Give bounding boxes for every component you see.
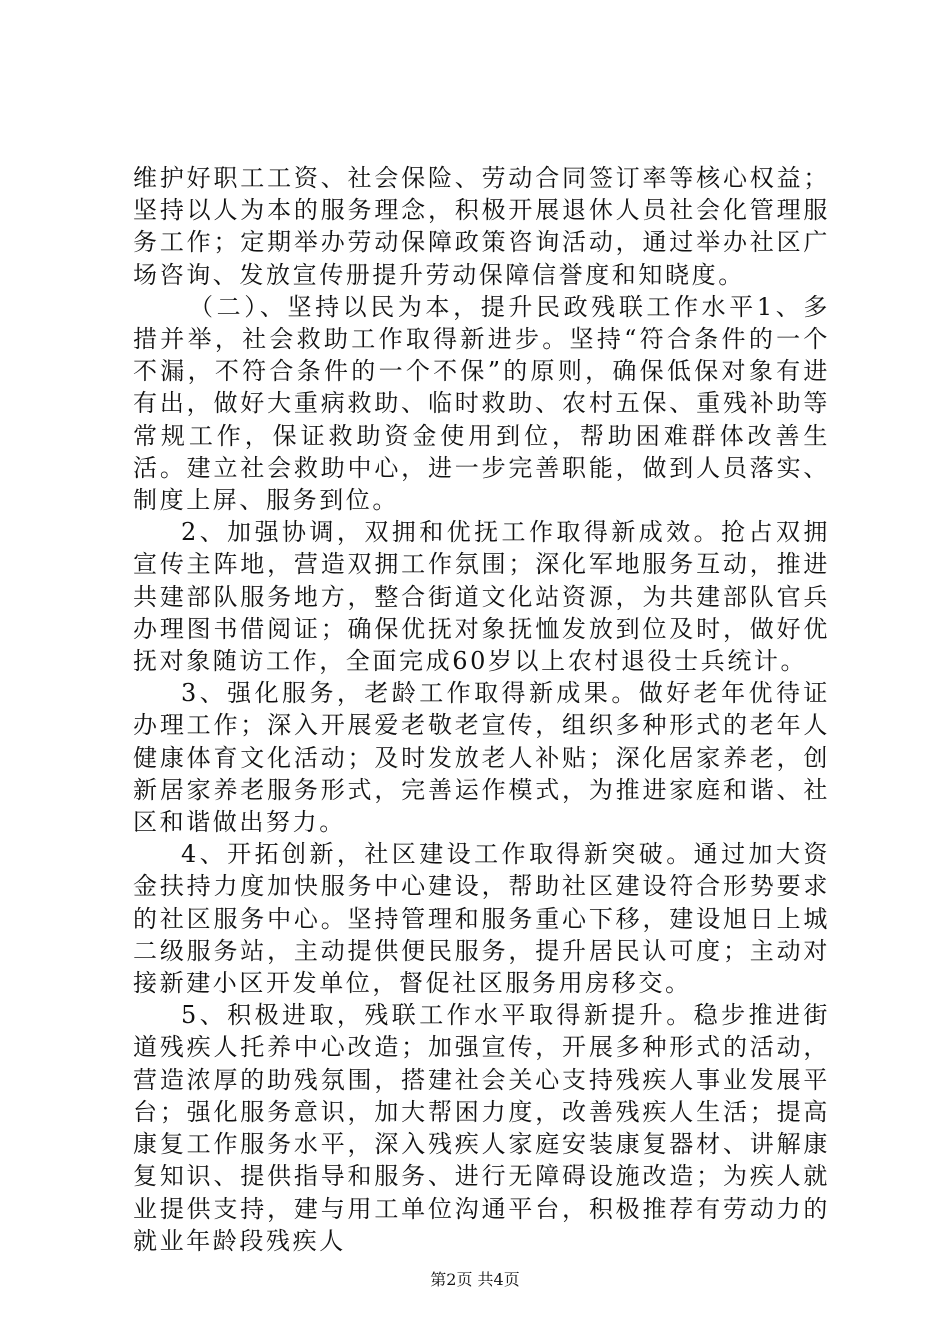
paragraph-civil-affairs: （二）、坚持以民为本，提升民政残联工作水平1、多措并举，社会救助工作取得新进步。坚持“符合条件的一个不漏，不符合条件的一个不保”的原则，确保低保对象有进有出，做好大重病救助、临时救助、农村五保、重残补助等常规工作，保证救助资金使用到位，帮助困难群体改善生活。建立社会救助中心，进一步完善职能，做到人员落实、制度上屏、服务到位。	[133, 292, 830, 515]
page-footer: 第2页 共4页	[430, 1270, 520, 1289]
paragraph-double-support: 2、加强协调，双拥和优抚工作取得新成效。抢占双拥宣传主阵地，营造双拥工作氛围；深化军地服务互动，推进共建部队服务地方，整合街道文化站资源，为共建部队官兵办理图书借阅证；确保优抚对象抚恤发放到位及时，做好优抚对象随访工作，全面完成60岁以上农村退役士兵统计。	[133, 518, 830, 676]
paragraph-community-building: 4、开拓创新，社区建设工作取得新突破。通过加大资金扶持力度加快服务中心建设，帮助社区建设符合形势要求的社区服务中心。坚持管理和服务重心下移，建设旭日上城二级服务站，主动提供便民服务，提升居民认可度；主动对接新建小区开发单位，督促社区服务用房移交。	[133, 840, 830, 998]
paragraph-elderly-work: 3、强化服务，老龄工作取得新成果。做好老年优待证办理工作；深入开展爱老敬老宣传，组织多种形式的老年人健康体育文化活动；及时发放老人补贴；深化居家养老，创新居家养老服务形式，完善运作模式，为推进家庭和谐、社区和谐做出努力。	[133, 679, 830, 837]
document-body	[133, 162, 830, 1257]
paragraph-disability-work: 5、积极进取，残联工作水平取得新提升。稳步推进街道残疾人托养中心改造；加强宣传，开展多种形式的活动，营造浓厚的助残氛围，搭建社会关心支持残疾人事业发展平台；强化服务意识，加大帮困力度，改善残疾人生活；提高康复工作服务水平，深入残疾人家庭安装康复器材、讲解康复知识、提供指导和服务、进行无障碍设施改造；为疾人就业提供支持，建与用工单位沟通平台，积极推荐有劳动力的就业年龄段残疾人	[133, 1001, 830, 1255]
paragraph-labor-security: 维护好职工工资、社会保险、劳动合同签订率等核心权益；坚持以人为本的服务理念，积极开展退休人员社会化管理服务工作；定期举办劳动保障政策咨询活动，通过举办社区广场咨询、发放宣传册提升劳动保障信誉度和知晓度。	[133, 164, 830, 289]
